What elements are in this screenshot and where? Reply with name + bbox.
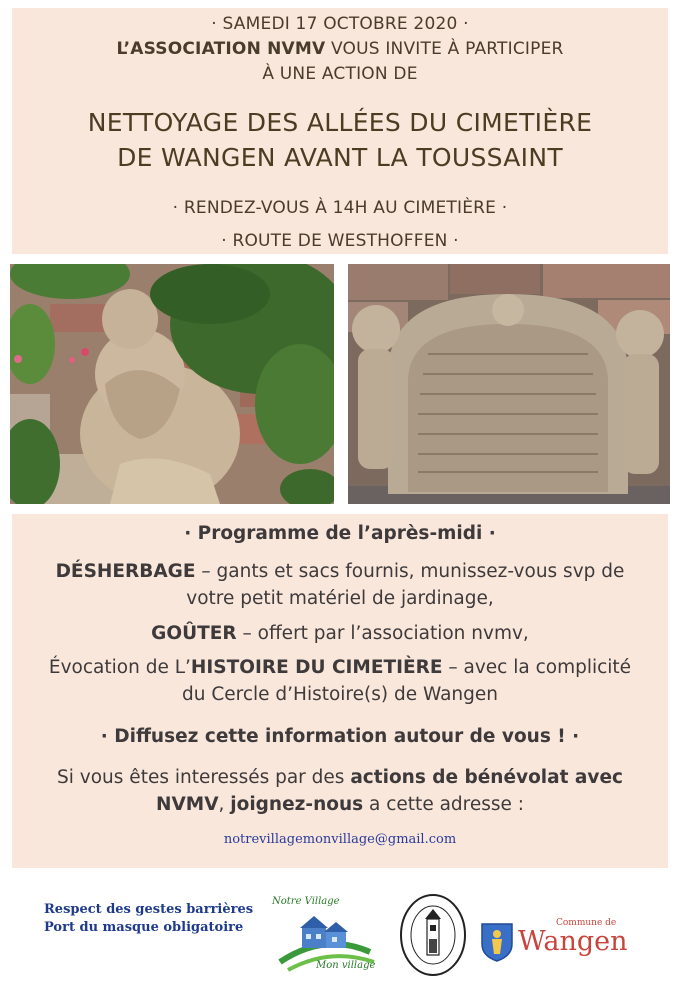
volunteer-line-2	[12, 791, 668, 818]
volunteer-nvmv: NVMV	[155, 794, 219, 815]
program-heading: · Programme de l’après-midi ·	[184, 523, 496, 544]
program-item-histoire	[12, 654, 668, 681]
photo-engraved-tombstone	[348, 264, 670, 504]
health-notice-line-1: Respect des gestes barrières	[44, 902, 254, 917]
item-gouter-text: – offert par l’association nvmv,	[236, 623, 529, 644]
invite-line	[12, 39, 668, 59]
volunteer-actions: actions de bénévolat avec	[350, 767, 623, 788]
program-item-histoire-line-2: du Cercle d’Histoire(s) de Wangen	[181, 684, 498, 705]
meeting-time: · RENDEZ-VOUS À 14H AU CIMETIÈRE ·	[172, 198, 508, 218]
photo-ivy-carved-stone	[10, 264, 334, 504]
share-call: · Diffusez cette information autour de vous ! ·	[100, 726, 580, 747]
program-item-desherbage	[12, 558, 668, 585]
meeting-place: · ROUTE DE WESTHOFFEN ·	[221, 231, 459, 251]
event-title-line-1: NETTOYAGE DES ALLÉES DU CIMETIÈRE	[87, 108, 593, 137]
header-panel	[12, 8, 668, 254]
event-title-line-2: DE WANGEN AVANT LA TOUSSAINT	[117, 143, 563, 172]
commune-label: Commune de	[556, 918, 617, 928]
nvmv-logo-text-top: Notre Village	[272, 896, 340, 907]
invite-text: VOUS INVITE À PARTICIPER	[325, 39, 564, 59]
event-date: · SAMEDI 17 OCTOBRE 2020 ·	[211, 14, 469, 34]
commune-name: Wangen	[518, 926, 628, 957]
item-histoire-prefix: Évocation de L’	[48, 657, 191, 678]
program-item-desherbage-line-2: votre petit matériel de jardinage,	[186, 588, 494, 609]
program-panel	[12, 514, 668, 868]
nvmv-logo	[270, 892, 380, 976]
item-desherbage-title: DÉSHERBAGE	[55, 561, 196, 582]
volunteer-sep: ,	[218, 794, 231, 815]
volunteer-join: joignez-nous	[230, 794, 364, 815]
volunteer-text: Si vous êtes interessés par des	[57, 767, 351, 788]
volunteer-line-1	[12, 764, 668, 791]
commune-wangen-logo	[480, 918, 650, 968]
invite-line-2: À UNE ACTION DE	[262, 64, 418, 84]
program-item-gouter	[12, 620, 668, 647]
contact-email-link[interactable]: notrevillagemonvillage@gmail.com	[223, 832, 457, 847]
health-notice-line-2: Port du masque obligatoire	[44, 920, 244, 935]
item-desherbage-text: – gants et sacs fournis, munissez-vous svp de	[195, 561, 625, 582]
item-histoire-text: – avec la complicité	[442, 657, 632, 678]
association-name: L’ASSOCIATION NVMV	[116, 39, 326, 59]
wangen-coat-of-arms-icon	[480, 922, 514, 962]
item-histoire-title: HISTOIRE DU CIMETIÈRE	[190, 657, 443, 678]
volunteer-address-text: a cette adresse :	[363, 794, 525, 815]
cercle-histoire-seal	[398, 893, 468, 977]
nvmv-logo-text-bottom: Mon village	[316, 960, 376, 971]
item-gouter-title: GOÛTER	[151, 623, 237, 644]
